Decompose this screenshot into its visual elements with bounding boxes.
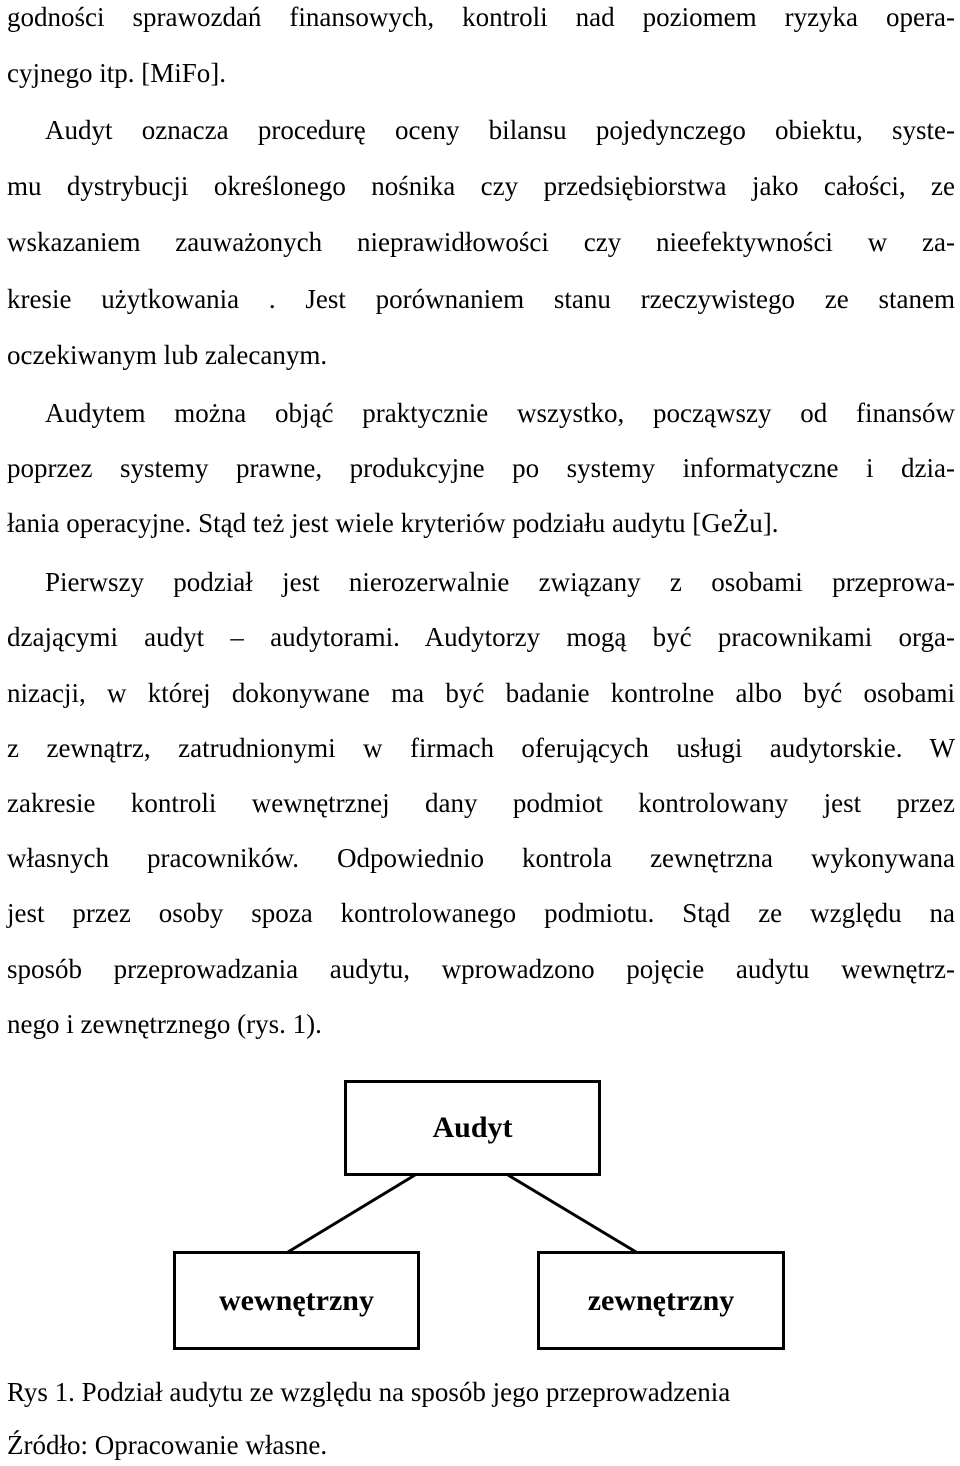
text-line: własnych pracowników. Odpowiednio kontrola zewnętrzna wykonywana <box>7 843 955 873</box>
text-line: z zewnątrz, zatrudnionymi w firmach oferujących usługi audytorskie. W <box>7 733 955 763</box>
text-line: łania operacyjne. Stąd też jest wiele kryteriów podziału audytu [GeŻu]. <box>7 508 779 538</box>
diagram-root-box <box>344 1080 601 1176</box>
text-line: zakresie kontroli wewnętrznej dany podmiot kontrolowany jest przez <box>7 788 955 818</box>
source-note: Źródło: Opracowanie własne. <box>7 1430 328 1460</box>
diagram-root-label: Audyt <box>432 1111 513 1144</box>
text-line: sposób przeprowadzania audytu, wprowadzono pojęcie audytu wewnętrz- <box>7 954 955 984</box>
text-line: jest przez osoby spoza kontrolowanego podmiotu. Stąd ze względu na <box>7 898 955 928</box>
diagram-left-label: wewnętrzny <box>219 1283 374 1317</box>
diagram-right-label: zewnętrzny <box>587 1283 735 1317</box>
text-line: Audytem można objąć praktycznie wszystko, począwszy od finansów <box>45 398 955 428</box>
text-line: oczekiwanym lub zalecanym. <box>7 340 328 370</box>
text-line: kresie użytkowania . Jest porównaniem stanu rzeczywistego ze stanem <box>7 284 955 314</box>
text-line: Audyt oznacza procedurę oceny bilansu pojedynczego obiektu, syste- <box>45 115 955 145</box>
figure-caption: Rys 1. Podział audytu ze względu na sposób jego przeprowadzenia <box>7 1377 731 1407</box>
text-line: dzającymi audyt – audytorami. Audytorzy mogą być pracownikami orga- <box>7 622 955 652</box>
text-line: cyjnego itp. [MiFo]. <box>7 58 226 88</box>
text-line: Pierwszy podział jest nierozerwalnie związany z osobami przeprowa- <box>45 567 955 597</box>
connector-right <box>508 1175 636 1252</box>
text-line: poprzez systemy prawne, produkcyjne po systemy informatyczne i dzia- <box>7 453 955 483</box>
diagram-left-box <box>173 1251 420 1350</box>
diagram-right-box <box>537 1251 785 1350</box>
text-line: nego i zewnętrznego (rys. 1). <box>7 1009 322 1039</box>
connector-left <box>288 1175 415 1252</box>
text-line: mu dystrybucji określonego nośnika czy przedsiębiorstwa jako całości, ze <box>7 171 955 201</box>
text-line: wskazaniem zauważonych nieprawidłowości czy nieefektywności w za- <box>7 227 955 257</box>
text-line: godności sprawozdań finansowych, kontroli nad poziomem ryzyka opera- <box>7 2 955 32</box>
text-line: nizacji, w której dokonywane ma być badanie kontrolne albo być osobami <box>7 678 955 708</box>
